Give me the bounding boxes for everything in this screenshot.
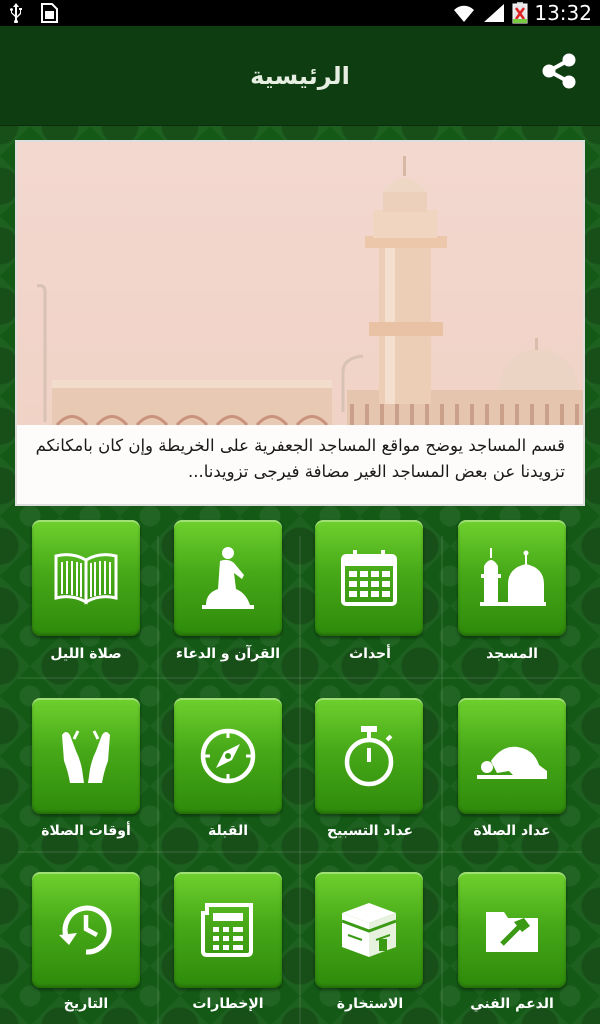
wifi-icon [452,3,476,23]
history-label: التاريخ [63,996,109,1012]
sim-manager-icon [40,3,58,23]
praying-person-icon [198,545,258,611]
open-book-icon [52,550,120,606]
featured-banner[interactable] [15,140,585,506]
events-label: أحداث [349,646,391,662]
prayer-counter-button[interactable] [458,698,566,814]
compass-icon [198,726,258,786]
newspaper-icon [197,901,259,959]
praying-hands-icon [56,725,116,787]
support-label: الدعم الفني [470,996,554,1012]
mosque-button[interactable] [458,520,566,636]
qibla-button[interactable] [174,698,282,814]
page-title: الرئيسية [250,61,350,90]
tasbih-counter-button[interactable] [315,698,423,814]
banner-caption: قسم المساجد يوضح مواقع المساجد الجعفرية على الخريطة وإن كان بامكانكم تزويدنا عن بعض المساجد الغير مضافة فيرجى تزويدنا... [17,425,583,504]
folder-hammer-icon [482,904,542,956]
prayer-times-label: أوقات الصلاة [41,823,131,839]
usb-icon [8,3,24,23]
night-prayer-label: صلاة الليل [50,646,122,662]
status-bar [0,0,600,26]
share-button[interactable] [534,50,584,96]
support-button[interactable] [458,872,566,988]
istikhara-button[interactable] [315,872,423,988]
quran-dua-button[interactable] [174,520,282,636]
events-button[interactable] [315,520,423,636]
qibla-label: القبلة [207,823,249,839]
prayer-counter-label: عداد الصلاة [473,823,551,839]
mosque-label: المسجد [486,646,538,662]
notifications-button[interactable] [174,872,282,988]
calendar-icon [339,548,399,608]
prostrating-person-icon [475,731,549,781]
notifications-label: الإخطارات [192,996,264,1012]
istikhara-label: الاستخارة [336,996,404,1012]
prayer-times-button[interactable] [32,698,140,814]
app-bar [0,26,600,126]
signal-icon [482,3,506,23]
clock-history-icon [55,899,117,961]
quran-dua-label: القرآن و الدعاء [175,646,281,662]
night-prayer-button[interactable] [32,520,140,636]
history-button[interactable] [32,872,140,988]
clock: 13:32 [534,1,592,25]
tasbih-counter-label: عداد التسبيح [326,823,414,839]
mosque-icon [478,544,546,612]
kaaba-icon [338,899,400,961]
share-icon [539,51,579,95]
stopwatch-icon [341,724,397,788]
battery-icon [512,2,528,24]
